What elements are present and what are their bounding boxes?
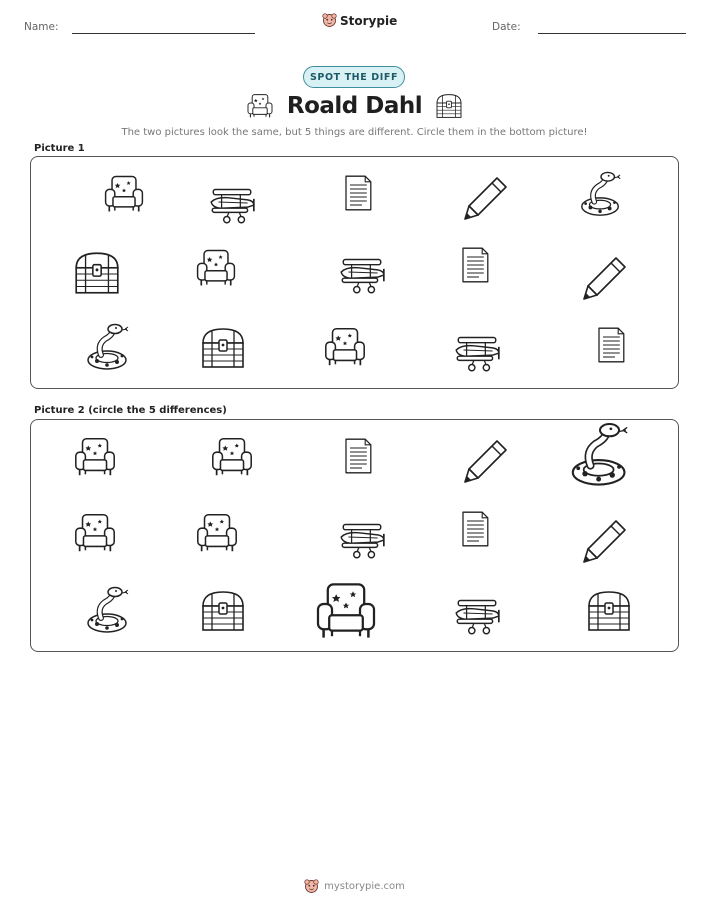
armchair-icon[interactable]	[71, 433, 119, 481]
paper-icon	[455, 245, 495, 285]
snake-icon	[577, 171, 625, 219]
pencil-icon	[580, 253, 630, 303]
armchair-icon	[245, 91, 275, 121]
pencil-icon[interactable]	[580, 516, 630, 566]
date-line[interactable]	[538, 33, 686, 34]
paper-icon[interactable]	[338, 436, 378, 476]
footer-site: mystorypie.com	[324, 881, 405, 892]
treasure-chest-icon	[434, 91, 464, 121]
armchair-large-icon[interactable]	[311, 576, 381, 646]
biplane-icon	[451, 325, 503, 377]
armchair-icon[interactable]	[71, 509, 119, 557]
picture1-label: Picture 1	[34, 143, 85, 154]
picture2-panel[interactable]	[30, 419, 679, 652]
treasure-chest-icon[interactable]	[198, 586, 248, 636]
brand-logo	[322, 13, 397, 28]
armchair-icon	[101, 171, 147, 217]
treasure-chest-icon[interactable]	[584, 586, 634, 636]
name-label: Name:	[24, 21, 59, 33]
picture2-label: Picture 2 (circle the 5 differences)	[34, 405, 227, 416]
spot-the-diff-badge: SPOT THE DIFF	[303, 66, 405, 88]
treasure-chest-icon	[198, 323, 248, 373]
instructions-text: The two pictures look the same, but 5 things are different. Circle them in the bottom picture!	[121, 127, 588, 138]
biplane-icon	[206, 177, 258, 229]
date-label: Date:	[492, 21, 521, 33]
mascot-icon	[304, 879, 319, 894]
pencil-icon[interactable]	[461, 436, 511, 486]
armchair-icon	[321, 323, 369, 371]
pencil-icon	[461, 173, 511, 223]
paper-icon	[338, 173, 378, 213]
picture1-panel	[30, 156, 679, 389]
biplane-icon[interactable]	[451, 588, 503, 640]
brand-name: Storypie	[340, 13, 398, 28]
title-row	[0, 91, 709, 121]
footer	[0, 879, 709, 894]
snake-icon	[83, 323, 133, 373]
armchair-icon[interactable]	[208, 433, 256, 481]
armchair-icon[interactable]	[193, 509, 241, 557]
paper-icon[interactable]	[455, 509, 495, 549]
biplane-icon	[336, 247, 388, 299]
armchair-icon	[193, 245, 239, 291]
biplane-icon[interactable]	[336, 512, 388, 564]
name-line[interactable]	[72, 33, 255, 34]
treasure-chest-icon	[71, 247, 123, 299]
snake-large-icon[interactable]	[566, 422, 634, 490]
page-title: Roald Dahl	[286, 93, 423, 119]
snake-icon[interactable]	[83, 586, 133, 636]
paper-icon	[591, 325, 631, 365]
mascot-icon	[322, 13, 337, 28]
